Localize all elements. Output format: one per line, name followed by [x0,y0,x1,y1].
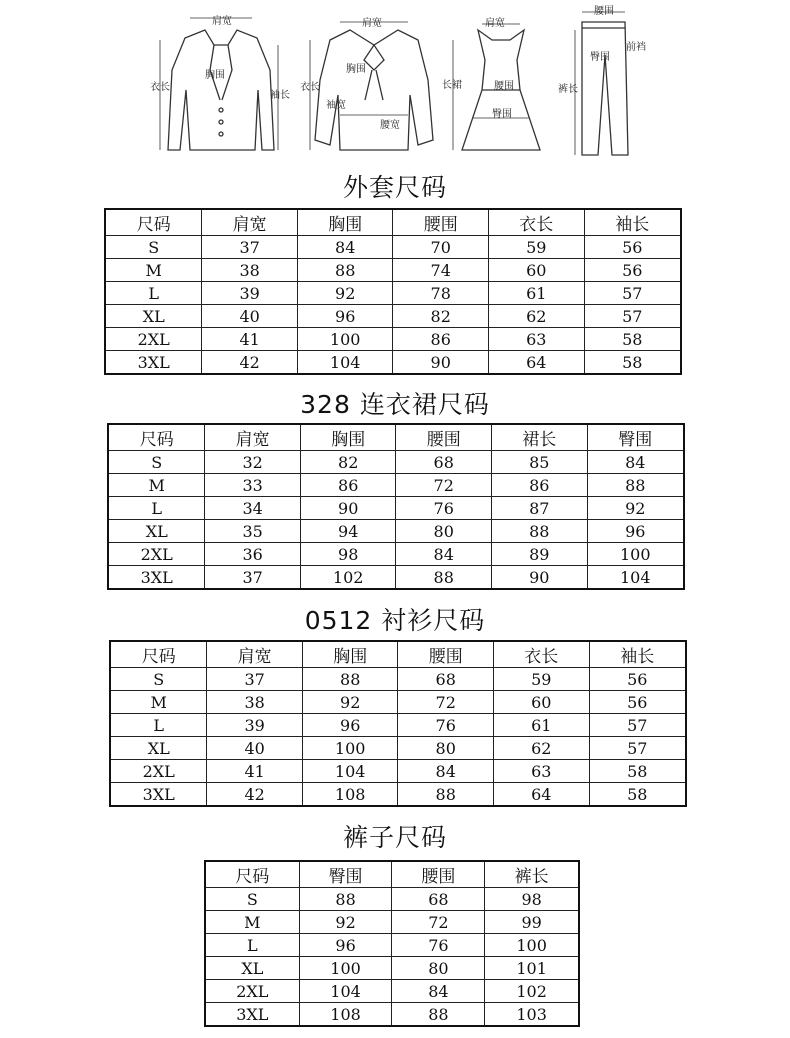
table-cell: 72 [396,474,492,497]
blouse-waist-label: 腰宽 [380,120,400,131]
blouse-length-label: 衣长 [300,82,320,93]
table-cell: 100 [302,737,398,760]
table-cell: 76 [396,497,492,520]
table-header-cell: 腰围 [393,209,489,236]
jacket-size-table [104,208,682,375]
dress-waist-label: 腰围 [494,81,514,92]
table-header-cell: 臀围 [587,424,684,451]
table-cell: M [108,474,205,497]
table-cell: M [110,691,207,714]
table-row [108,451,684,474]
table-cell: 88 [297,259,393,282]
shirt-size-table [109,640,687,807]
table-cell: 68 [396,451,492,474]
table-cell: 84 [587,451,684,474]
table-cell: 78 [393,282,489,305]
table-row [105,236,681,259]
table-cell: 2XL [105,328,202,351]
table-row [110,737,686,760]
table-cell: 56 [589,691,686,714]
table-cell: 88 [302,668,398,691]
table-cell: 92 [299,911,392,934]
table-cell: 2XL [108,543,205,566]
pants-size-table [204,860,580,1027]
table-cell: 3XL [110,783,207,807]
table-cell: 96 [297,305,393,328]
table-cell: M [205,911,299,934]
table-cell: 2XL [205,980,299,1003]
table-cell: XL [105,305,202,328]
table-row [205,888,579,911]
table-cell: 36 [205,543,301,566]
table-header-row [108,424,684,451]
table-cell: 68 [392,888,485,911]
table-cell: L [105,282,202,305]
pants-size-title: 裤子尺码 [342,823,447,852]
table-cell: 104 [299,980,392,1003]
table-cell: 104 [297,351,393,375]
table-header-cell: 袖长 [589,641,686,668]
table-row [105,305,681,328]
table-cell: 80 [392,957,485,980]
table-cell: S [205,888,299,911]
dress-hip-label: 臀围 [492,109,512,120]
table-header-row [105,209,681,236]
table-cell: 94 [300,520,396,543]
table-cell: 38 [202,259,298,282]
table-cell: 86 [393,328,489,351]
table-cell: 92 [302,691,398,714]
table-row [108,520,684,543]
table-cell: 98 [300,543,396,566]
table-cell: 100 [587,543,684,566]
table-header-cell: 肩宽 [202,209,298,236]
table-cell: 90 [300,497,396,520]
table-cell: 86 [492,474,588,497]
table-cell: 63 [489,328,585,351]
table-cell: 42 [202,351,298,375]
jacket-size-title: 外套尺码 [342,173,447,202]
garment-illustrations [150,0,670,165]
table-cell: 37 [207,668,303,691]
table-cell: L [110,714,207,737]
table-cell: 104 [302,760,398,783]
table-cell: 76 [392,934,485,957]
table-row [110,668,686,691]
table-cell: 96 [299,934,392,957]
table-cell: 102 [300,566,396,590]
table-cell: 96 [302,714,398,737]
table-cell: 58 [584,351,681,375]
table-cell: 61 [494,714,590,737]
table-cell: M [105,259,202,282]
table-row [108,474,684,497]
table-cell: 82 [300,451,396,474]
table-header-cell: 胸围 [300,424,396,451]
table-cell: 57 [584,305,681,328]
jacket-sleeve-label: 袖长 [270,90,290,101]
table-cell: XL [110,737,207,760]
table-header-cell: 裙长 [492,424,588,451]
table-cell: 72 [398,691,494,714]
blouse-chest-label: 胸围 [346,64,366,75]
table-header-cell: 裤长 [485,861,579,888]
table-cell: 56 [589,668,686,691]
table-header-cell: 尺码 [110,641,207,668]
table-cell: 90 [393,351,489,375]
table-cell: 58 [589,760,686,783]
table-row [105,259,681,282]
table-cell: 56 [584,259,681,282]
jacket-length-label: 衣长 [150,82,170,93]
table-cell: 84 [396,543,492,566]
table-cell: 32 [205,451,301,474]
table-cell: L [108,497,205,520]
table-cell: 98 [485,888,579,911]
table-cell: 99 [485,911,579,934]
pants-length-label: 裤长 [558,84,578,95]
table-header-cell: 尺码 [108,424,205,451]
table-cell: 102 [485,980,579,1003]
table-cell: 100 [297,328,393,351]
table-row [205,934,579,957]
table-cell: 90 [492,566,588,590]
table-cell: 80 [398,737,494,760]
table-header-row [205,861,579,888]
table-row [110,760,686,783]
blouse-sleeve-label: 袖宽 [326,100,346,111]
table-row [108,497,684,520]
table-cell: 88 [396,566,492,590]
table-cell: 62 [489,305,585,328]
table-header-cell: 衣长 [494,641,590,668]
table-row [110,714,686,737]
table-cell: 88 [587,474,684,497]
table-cell: 39 [202,282,298,305]
table-header-cell: 腰围 [396,424,492,451]
table-cell: 42 [207,783,303,807]
table-cell: 58 [584,328,681,351]
table-cell: 88 [398,783,494,807]
table-row [108,543,684,566]
dress-size-table [107,423,685,590]
table-row [105,282,681,305]
table-cell: 80 [396,520,492,543]
table-cell: 3XL [205,1003,299,1027]
table-cell: 85 [492,451,588,474]
table-cell: 86 [300,474,396,497]
table-header-cell: 尺码 [205,861,299,888]
table-cell: 100 [485,934,579,957]
table-cell: 3XL [108,566,205,590]
table-cell: 41 [207,760,303,783]
table-cell: 88 [299,888,392,911]
dress-shoulder-label: 肩宽 [485,18,505,29]
table-cell: 88 [392,1003,485,1027]
jacket-shoulder-label: 肩宽 [212,16,232,27]
table-cell: 58 [589,783,686,807]
table-row [110,691,686,714]
table-cell: 84 [297,236,393,259]
table-cell: 60 [489,259,585,282]
table-cell: 39 [207,714,303,737]
table-cell: 57 [584,282,681,305]
table-cell: 41 [202,328,298,351]
pants-waist-label: 腰围 [594,6,614,17]
table-cell: 84 [392,980,485,1003]
blouse-shoulder-label: 肩宽 [362,18,382,29]
table-header-cell: 衣长 [489,209,585,236]
table-row [105,328,681,351]
table-cell: 61 [489,282,585,305]
table-cell: 74 [393,259,489,282]
table-cell: S [110,668,207,691]
table-cell: 103 [485,1003,579,1027]
table-row [108,566,684,590]
table-row [205,1003,579,1027]
table-cell: 108 [302,783,398,807]
table-cell: 62 [494,737,590,760]
table-cell: 40 [202,305,298,328]
table-row [205,980,579,1003]
table-cell: 108 [299,1003,392,1027]
table-cell: 72 [392,911,485,934]
table-cell: 37 [202,236,298,259]
table-row [105,351,681,375]
table-cell: L [205,934,299,957]
table-cell: 84 [398,760,494,783]
table-cell: XL [205,957,299,980]
table-header-cell: 肩宽 [205,424,301,451]
table-cell: 33 [205,474,301,497]
table-cell: 70 [393,236,489,259]
table-cell: 82 [393,305,489,328]
dress-length-label: 长裙 [442,80,462,91]
table-cell: 92 [587,497,684,520]
table-cell: 87 [492,497,588,520]
table-header-cell: 肩宽 [207,641,303,668]
table-cell: 3XL [105,351,202,375]
table-cell: 2XL [110,760,207,783]
table-cell: 35 [205,520,301,543]
table-header-cell: 腰围 [392,861,485,888]
table-header-cell: 尺码 [105,209,202,236]
table-cell: 56 [584,236,681,259]
table-header-cell: 臀围 [299,861,392,888]
table-header-cell: 腰围 [398,641,494,668]
table-cell: 59 [494,668,590,691]
table-cell: 89 [492,543,588,566]
table-cell: 68 [398,668,494,691]
table-cell: 37 [205,566,301,590]
table-cell: 96 [587,520,684,543]
table-cell: 57 [589,737,686,760]
table-header-cell: 袖长 [584,209,681,236]
jacket-drawing [160,18,278,150]
table-cell: 57 [589,714,686,737]
shirt-size-title: 0512 衬衫尺码 [304,606,486,635]
table-cell: S [105,236,202,259]
table-cell: 38 [207,691,303,714]
table-cell: 40 [207,737,303,760]
table-cell: 63 [494,760,590,783]
table-row [110,783,686,807]
table-cell: 64 [494,783,590,807]
table-header-cell: 胸围 [302,641,398,668]
table-cell: 104 [587,566,684,590]
table-cell: 92 [297,282,393,305]
blouse-drawing [310,22,433,150]
jacket-chest-label: 胸围 [205,70,225,81]
dress-size-title: 328 连衣裙尺码 [300,390,490,419]
table-cell: S [108,451,205,474]
table-row [205,911,579,934]
table-cell: 101 [485,957,579,980]
table-cell: 60 [494,691,590,714]
table-cell: 76 [398,714,494,737]
table-cell: 88 [492,520,588,543]
table-cell: 59 [489,236,585,259]
table-header-row [110,641,686,668]
garment-diagram [150,0,670,165]
table-header-cell: 胸围 [297,209,393,236]
pants-rise-label: 前裆 [626,42,646,53]
table-row [205,957,579,980]
pants-hip-label: 臀围 [590,52,610,63]
table-cell: 100 [299,957,392,980]
table-cell: 64 [489,351,585,375]
table-cell: XL [108,520,205,543]
table-cell: 34 [205,497,301,520]
pants-drawing [575,12,628,155]
